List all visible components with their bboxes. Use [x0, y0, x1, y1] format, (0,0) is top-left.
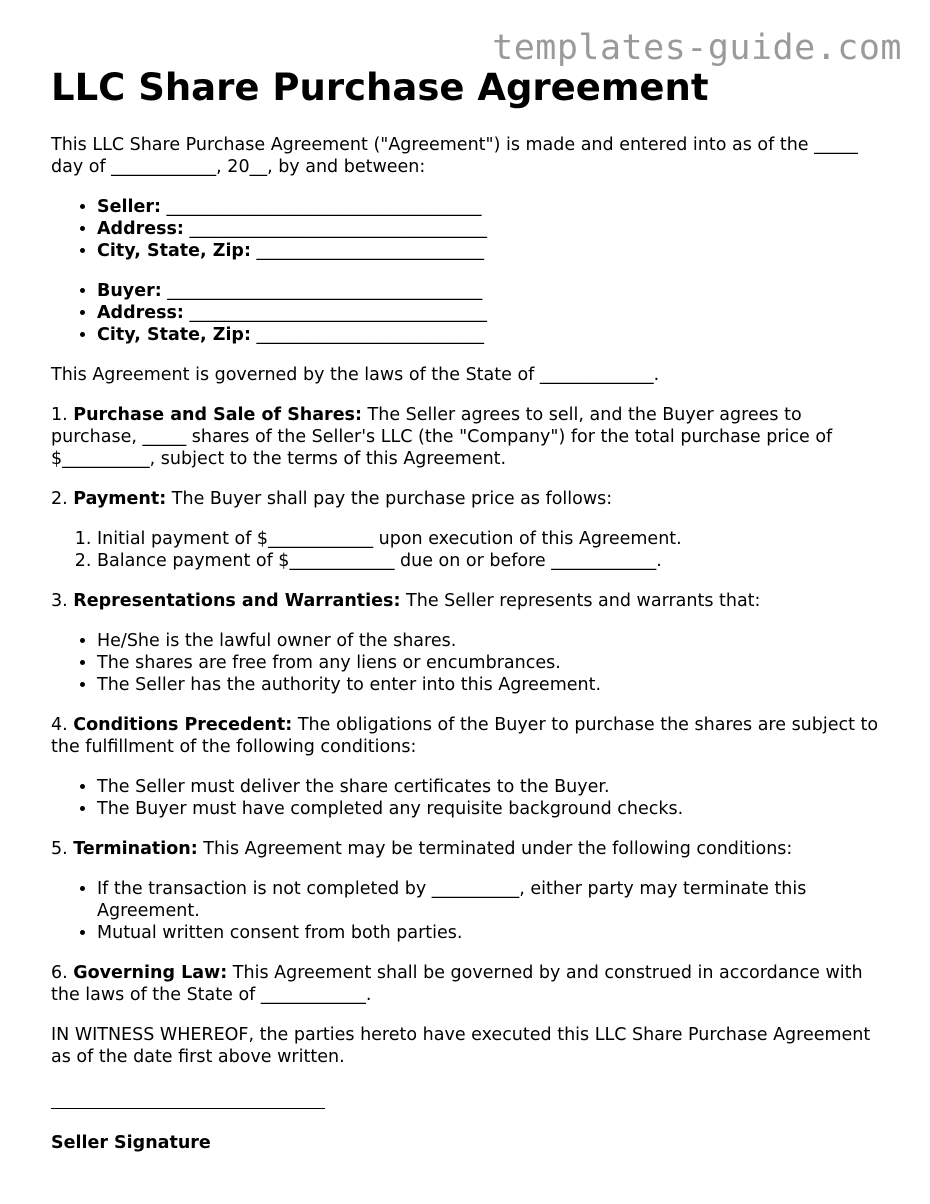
watermark: templates-guide.com: [492, 28, 902, 68]
signature-label: Seller Signature: [51, 1133, 211, 1153]
payment-list: [51, 528, 881, 572]
conditions-list: [51, 776, 881, 820]
buyer-name-field: • Buyer: ____________________________________: [97, 280, 881, 302]
buyer-city-field: • City, State, Zip: __________________________: [97, 324, 881, 346]
section-5: 5. Termination: This Agreement may be terminated under the following conditions:: [51, 839, 793, 859]
seller-name-field: • Seller: ____________________________________: [97, 196, 881, 218]
seller-city-field: • City, State, Zip: __________________________: [97, 240, 881, 262]
section-2: 2. Payment: The Buyer shall pay the purchase price as follows:: [51, 489, 613, 509]
buyer-list: [51, 280, 881, 346]
list-item: • If the transaction is not completed by __________, either party may terminate this Agreement.: [97, 878, 881, 922]
section-1: 1. Purchase and Sale of Shares: The Seller agrees to sell, and the Buyer agrees to purchase, _____ shares of the Seller's LLC (the "Company") for the total purchase price of $__________, subject to the terms of this Agreement.: [51, 405, 833, 469]
list-item: • He/She is the lawful owner of the shares.: [97, 630, 881, 652]
section-6: 6. Governing Law: This Agreement shall be governed by and construed in accordance with the laws of the State of ____________.: [51, 963, 863, 1005]
list-item: • The Buyer must have completed any requisite background checks.: [97, 798, 881, 820]
seller-list: [51, 196, 881, 262]
document-page: [51, 64, 881, 1153]
witness-paragraph: IN WITNESS WHEREOF, the parties hereto have executed this LLC Share Purchase Agreement as of the date first above written.: [51, 1025, 871, 1067]
seller-address-field: • Address: __________________________________: [97, 218, 881, 240]
buyer-address-field: • Address: __________________________________: [97, 302, 881, 324]
page-title: LLC Share Purchase Agreement: [51, 66, 709, 109]
list-item: • Mutual written consent from both parties.: [97, 922, 881, 944]
list-item: • The Seller has the authority to enter into this Agreement.: [97, 674, 881, 696]
section-3: 3. Representations and Warranties: The Seller represents and warrants that:: [51, 591, 761, 611]
termination-list: [51, 878, 881, 944]
list-item: • The shares are free from any liens or encumbrances.: [97, 652, 881, 674]
signature-line: [51, 1108, 325, 1109]
governing-intro: This Agreement is governed by the laws of the State of _____________.: [51, 365, 660, 385]
warranties-list: [51, 630, 881, 696]
intro-paragraph: This LLC Share Purchase Agreement ("Agreement") is made and entered into as of the _____ day of ____________, 20__, by and between:: [51, 135, 858, 177]
list-item: • The Seller must deliver the share certificates to the Buyer.: [97, 776, 881, 798]
section-4: 4. Conditions Precedent: The obligations of the Buyer to purchase the shares are subject to the fulfillment of the following conditions:: [51, 715, 879, 757]
list-item: 1. Initial payment of $____________ upon execution of this Agreement.: [97, 528, 881, 550]
list-item: 2. Balance payment of $____________ due on or before ____________.: [97, 550, 881, 572]
